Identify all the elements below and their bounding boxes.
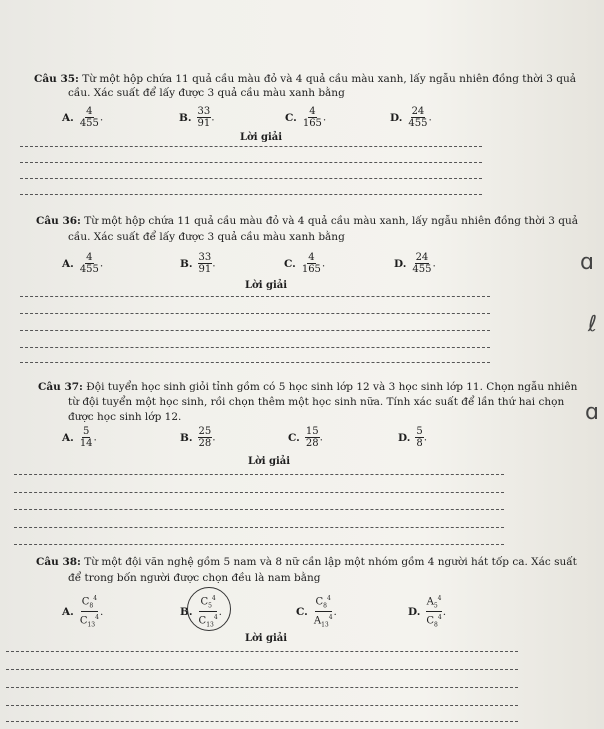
option-a[interactable]: A. $\frac{C_8^4}{C_{13}^4}$ . — [62, 595, 104, 629]
answer-line[interactable] — [14, 527, 504, 528]
solution-heading: Lời giải — [245, 633, 288, 644]
question-37-text-line3: được học sinh lớp 12. — [68, 411, 182, 423]
answer-line[interactable] — [20, 330, 490, 331]
handwritten-squiggle-icon: ɑ — [580, 250, 594, 275]
answer-line[interactable] — [20, 178, 482, 179]
option-d[interactable]: D. $\frac{24}{455}$ . — [390, 106, 432, 129]
option-b[interactable]: B. $\frac{33}{91}$ . — [180, 252, 216, 275]
option-c[interactable]: C. $\frac{4}{165}$ . — [285, 106, 327, 129]
answer-line[interactable] — [20, 146, 482, 147]
answer-line[interactable] — [20, 296, 490, 297]
answer-line[interactable] — [20, 194, 482, 195]
option-d[interactable]: D. $\frac{24}{455}$ . — [394, 252, 436, 275]
answer-line[interactable] — [20, 362, 490, 363]
answer-line[interactable] — [20, 313, 490, 314]
handwritten-squiggle-icon: ℓ — [588, 312, 598, 337]
answer-line[interactable] — [14, 544, 504, 545]
option-c[interactable]: C. $\frac{4}{165}$ . — [284, 252, 326, 275]
answer-line[interactable] — [14, 474, 504, 475]
question-35-text-line1: Câu 35: Từ một hộp chứa 11 quả cầu màu đỏ và 4 quả cầu màu xanh, lấy ngẫu nhiên đồng thời 3 quả — [34, 73, 577, 85]
answer-line[interactable] — [14, 509, 504, 510]
option-a[interactable]: A. $\frac{4}{455}$ . — [62, 252, 104, 275]
option-d[interactable]: D. $\frac{A_5^4}{C_8^4}$ . — [408, 595, 447, 629]
answer-line[interactable] — [20, 347, 490, 348]
solution-heading: Lời giải — [240, 132, 283, 143]
answer-line[interactable] — [6, 669, 518, 670]
solution-heading: Lời giải — [248, 456, 291, 467]
solution-heading: Lời giải — [245, 280, 288, 291]
question-37-text-line1: Câu 37: Đội tuyển học sinh giỏi tỉnh gồm có 5 học sinh lớp 12 và 3 học sinh lớp 11. Chọn ngẫu nhiên — [38, 381, 578, 393]
answer-line[interactable] — [6, 687, 518, 688]
option-b[interactable]: B. $\frac{C_5^4}{C_{13}^4}$ . — [180, 595, 222, 629]
question-38-text-line2: để trong bốn người được chọn đều là nam bằng — [68, 572, 321, 584]
option-a[interactable]: A. $\frac{4}{455}$ . — [62, 106, 104, 129]
answer-line[interactable] — [6, 721, 518, 722]
question-36-text-line2: cầu. Xác suất để lấy được 3 quả cầu màu xanh bằng — [68, 231, 345, 243]
answer-line[interactable] — [14, 492, 504, 493]
option-a[interactable]: A. $\frac{5}{14}$ . — [62, 426, 97, 449]
option-c[interactable]: C. $\frac{15}{28}$ . — [288, 426, 323, 449]
question-35-text-line2: cầu. Xác suất để lấy được 3 quả cầu màu xanh bằng — [68, 87, 345, 99]
option-d[interactable]: D. $\frac{5}{8}$ . — [398, 426, 428, 449]
question-38-text-line1: Câu 38: Từ một đội văn nghệ gồm 5 nam và 8 nữ cần lập một nhóm gồm 4 người hát tốp ca. Xác suất — [36, 556, 577, 568]
answer-line[interactable] — [20, 162, 482, 163]
question-37-text-line2: từ đội tuyển một học sinh, rồi chọn thêm một học sinh nữa. Tính xác suất để lần thứ hai chọn — [68, 396, 565, 408]
handwritten-squiggle-icon: ɑ — [585, 400, 599, 425]
option-b[interactable]: B. $\frac{25}{28}$ . — [180, 426, 216, 449]
answer-line[interactable] — [6, 651, 518, 652]
question-36-text-line1: Câu 36: Từ một hộp chứa 11 quả cầu màu đỏ và 4 quả cầu màu xanh, lấy ngẫu nhiên đồng thời 3 quả — [36, 215, 579, 227]
option-c[interactable]: C. $\frac{C_8^4}{A_{13}^4}$ . — [296, 595, 337, 629]
option-b[interactable]: B. $\frac{33}{91}$ . — [179, 106, 215, 129]
answer-line[interactable] — [6, 705, 518, 706]
handwritten-circle-mark — [187, 587, 231, 631]
